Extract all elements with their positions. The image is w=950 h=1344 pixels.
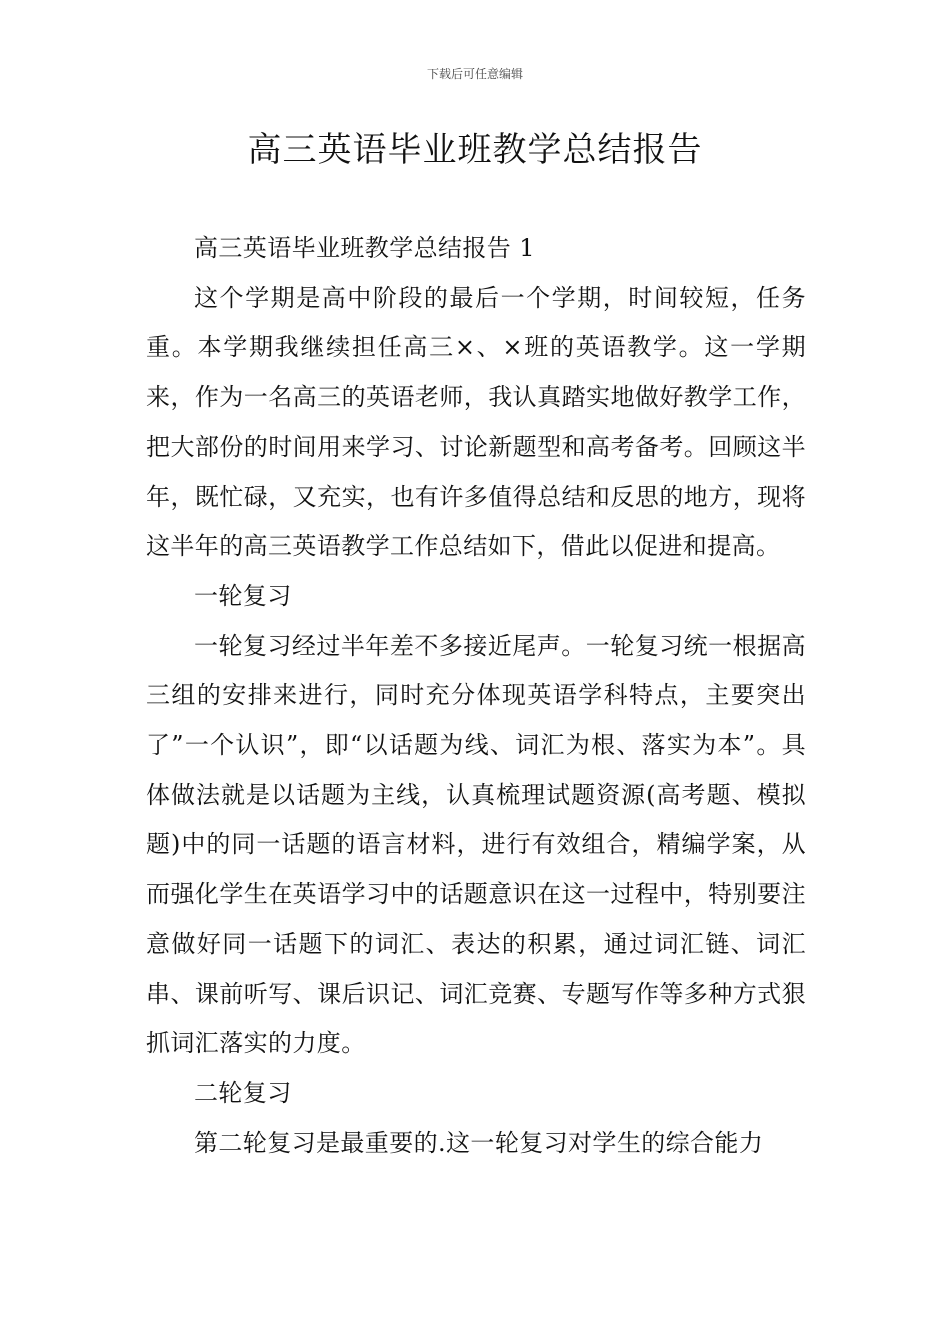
document-body — [146, 224, 806, 1168]
document-title: 高三英语毕业班教学总结报告 — [247, 130, 703, 170]
header-note: 下载后可任意编辑 — [426, 67, 523, 81]
paragraph-first-review: 一轮复习经过半年差不多接近尾声。一轮复习统一根据高三组的安排来进行，同时充分体现英语学科特点，主要突出了”一个认识”，即“以话题为线、词汇为根、落实为本”。具体做法就是以话题为主线，认真梳理试题资源(高考题、模拟题)中的同一话题的语言材料，进行有效组合，精编学案，从而强化学生在英语学习中的话题意识在这一过程中，特别要注意做好同一话题下的词汇、表达的积累，通过词汇链、词汇串、课前听写、课后识记、词汇竞赛、专题写作等多种方式狠抓词汇落实的力度。 — [146, 631, 806, 1058]
section-heading-first-review: 一轮复习 — [194, 581, 292, 610]
section-heading-second-review: 二轮复习 — [194, 1078, 292, 1107]
paragraph-subtitle: 高三英语毕业班教学总结报告 1 — [194, 234, 535, 262]
paragraph-second-review: 第二轮复习是最重要的.这一轮复习对学生的综合能力 — [194, 1128, 764, 1157]
paragraph-intro: 这个学期是高中阶段的最后一个学期，时间较短，任务重。本学期我继续担任高三×、×班的英语教学。这一学期来，作为一名高三的英语老师，我认真踏实地做好教学工作，把大部份的时间用来学习、讨论新题型和高考备考。回顾这半年，既忙碌，又充实，也有许多值得总结和反思的地方，现将这半年的高三英语教学工作总结如下，借此以促进和提高。 — [146, 283, 806, 561]
